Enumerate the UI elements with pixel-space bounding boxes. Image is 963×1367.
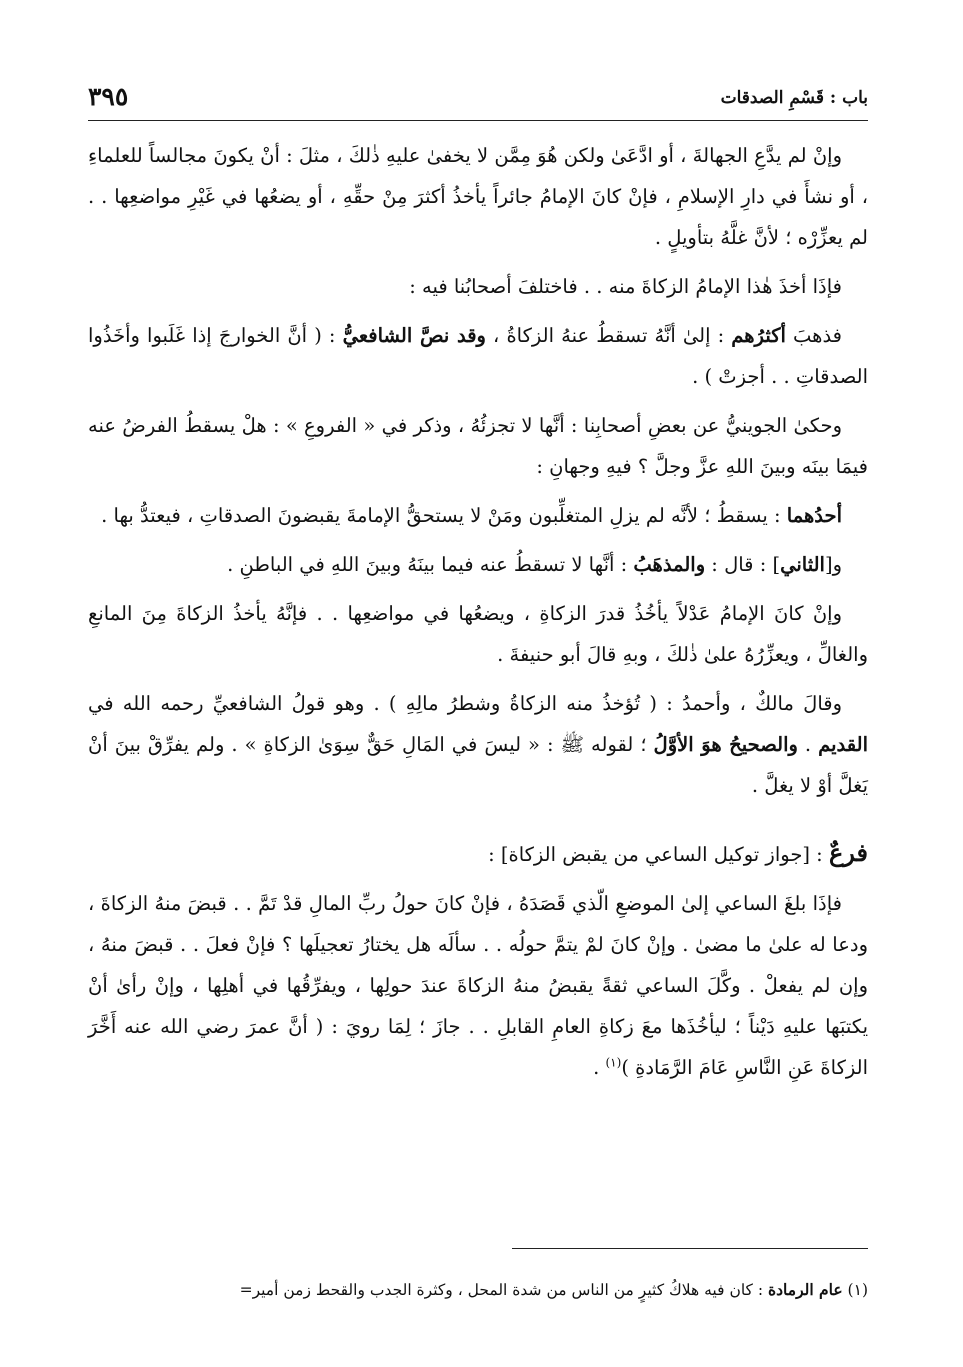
footnote-separator (512, 1248, 868, 1249)
main-text (88, 121, 868, 1088)
text-run: : ( أنَّ الخوارجَ إذا غَلَبوا وأخَذُوا الصدقاتِ . . أجزتْ ) . (88, 324, 868, 388)
text-run: : إلىٰ أنَّهُ تسقطُ عنهُ الزكاةُ ، (485, 324, 732, 347)
text-run: : أنَّها لا تسقطُ عنه فيما بينَهُ وبينَ اللهِ في الباطنِ . (227, 553, 634, 576)
footnote (74, 1276, 868, 1304)
section-paragraph (88, 883, 868, 1088)
footnote-text: : كان فيه هلاكُ كثيرٍ من الناس من شدة المحل ، وكثرة الجدب والقحط زمن أمير= (239, 1281, 769, 1299)
page-header (88, 78, 868, 121)
section-title: : [جواز توكيل الساعي من يقبض الزكاة] : (488, 843, 829, 866)
paragraph-p4 (88, 405, 868, 487)
paragraph-p5 (88, 495, 868, 536)
paragraph-p6 (88, 544, 868, 585)
running-head: باب : قَسْمِ الصدقات (720, 88, 868, 108)
section-paragraph-text: فإذَا بلغَ الساعي إلىٰ الموضعِ الّذي قَصَدَهُ ، فإنْ كانَ حولُ ربِّ المالِ قدْ تَمَّ . . قبضَ منهُ الزكاةَ ، ودعا له علىٰ ما مضىٰ . وإنْ كانَ لمْ يتمَّ حولُه . . سألَه هل يختارُ تعجيلَها ؟ فإنْ فعلَ . . قبضَ منهُ ، وإن لم يفعلْ . وكَّلَ الساعي ثقةً يقبضُ منهُ الزكاةَ عندَ حولِها ، ويفرِّقُها في أهلِها ، وإنْ رأىٰ أنْ يكتبَها عليهِ دَيْناً ؛ ليأخُذَها معَ زكاةِ العامِ القابلِ . . جازَ ؛ لِمَا رويَ : ( أنَّ عمرَ رضي الله عنه أَخَّرَ الزكاةَ عَنِ النَّاسِ عَامَ الرَّمَادةِ ) (88, 892, 868, 1079)
text-run: ؛ لقوله ﷺ : « ليسَ في المَالِ حَقٌّ سِوَىٰ الزكاةِ » . ولم يفرِّقْ بينَ أنْ يَغلَّ أوْ لا يغلَّ . (88, 733, 868, 797)
text-run: وإنْ لم يدَّعِ الجهالةَ ، أو ادَّعَىٰ ولكن هُوَ مِمَّن لا يخفىٰ عليهِ ذٰلكَ ، مثلَ : أنْ يكونَ مجالساً للعلماءِ ، أو نشأَ في دارِ الإسلامِ ، فإنْ كانَ الإمامُ جائراً يأخذُ أكثرَ مِنْ حقِّهِ ، أو يضعُها في غَيْرِ مواضعِها . . لم يعزِّرْه ؛ لأنَّ غلَّهُ بتأويلٍ . (88, 144, 868, 249)
paragraph-p1 (88, 135, 868, 258)
text-run: . (797, 733, 819, 756)
footnote-term: عام الرمادة (768, 1280, 843, 1299)
text-run: ] : قال : (705, 553, 781, 576)
section-label: فرعٌ (828, 838, 868, 867)
paragraph-p8 (88, 683, 868, 806)
text-run: وقالَ مالكٌ ، وأحمدُ : ( تُؤخذُ منه الزكاةُ وشطرُ مالِهِ ) . وهو قولُ الشافعيِّ رحمه الله في (88, 692, 842, 715)
bold-term: أحدُهما (786, 504, 842, 527)
bold-term: الثاني (780, 553, 825, 576)
bold-term: أكثرُهم (731, 324, 786, 347)
bold-term: القديم (818, 733, 868, 756)
text-run: فإذَا أخذَ هٰذا الإمامُ الزكاةَ منه . . فاختلفَ أصحابُنا فيه : (409, 275, 842, 298)
footnote-number: (١) (847, 1281, 868, 1299)
book-page (88, 78, 868, 1338)
paragraph-p7 (88, 593, 868, 675)
paragraph-p2 (88, 266, 868, 307)
bold-term: والمذهَبُ (633, 553, 706, 576)
page-number: ٣٩٥ (88, 82, 129, 111)
text-run: و[ (824, 553, 842, 576)
text-run: وإنْ كانَ الإمامُ عَدْلاً يأخُذُ قدرَ الزكاةِ ، ويضعُها في مواضعِها . . فإنَّهُ يأخذُ الزكاةَ مِنَ المانعِ والغالِّ ، ويعزِّرُهُ علىٰ ذٰلكَ ، وبهِ قالَ أبو حنيفةَ . (88, 602, 868, 666)
text-run: فذهبَ (785, 324, 842, 347)
bold-term: والصحيحُ هوَ الأوَّلُ (653, 733, 798, 756)
text-run: وحكىٰ الجوينيُّ عن بعضِ أصحابِنا : أنَّها لا تجزئُهُ ، وذكر في « الفروعِ » : هلْ يسقطُ الفرضُ عنه فيمَا بينَه وبينَ اللهِ عزَّ وجلَّ ؟ فيهِ وجهانِ : (88, 414, 868, 478)
section-paragraph-tail: . (593, 1056, 606, 1079)
footnote-reference: (١) (605, 1055, 622, 1070)
bold-term: وقد نصَّ الشافعيُّ (342, 324, 486, 347)
paragraph-list (88, 135, 868, 806)
text-run: : يسقطُ ؛ لأنَّه لم يزلِ المتغلِّبون ومَنْ لا يستحقُّ الإمامةَ يقبضونَ الصدقاتِ ، فيعتدُّ بها . (101, 504, 787, 527)
paragraph-p3 (88, 315, 868, 397)
section-heading (88, 832, 868, 875)
